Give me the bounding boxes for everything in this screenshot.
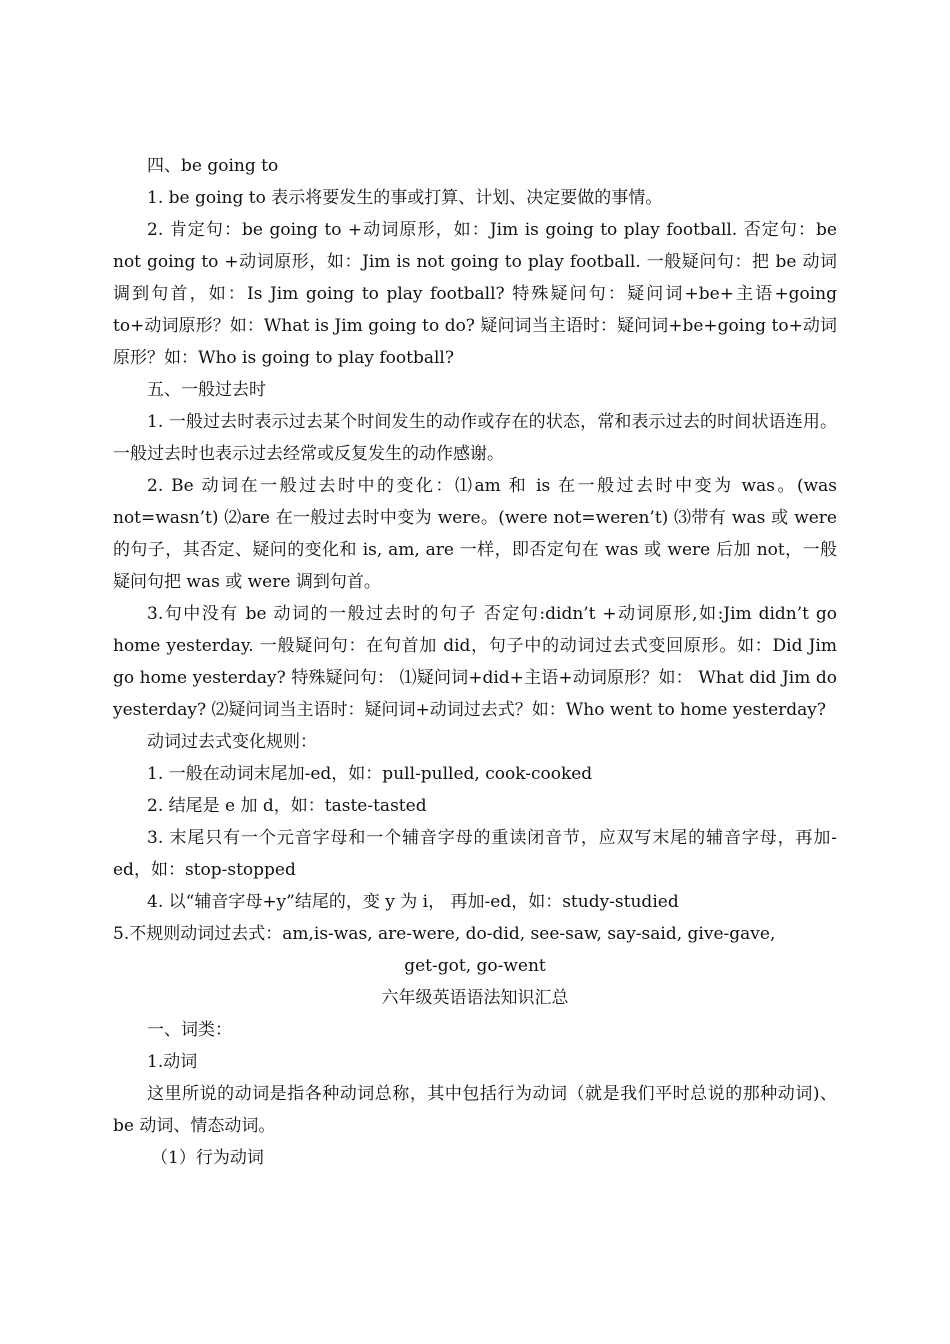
rule-item-continued: get-got, go-went: [404, 956, 546, 976]
subheading-verb: 1.动词: [147, 1052, 198, 1072]
paragraph: 1. 一般过去时表示过去某个时间发生的动作或存在的状态，常和表示过去的时间状语连用。一般过去时也表示过去经常或反复发生的动作感谢。: [113, 412, 837, 464]
rule-item: 5.不规则动词过去式：am,is-was, are-were, do-did, see-saw, say-said, give-gave,: [113, 924, 776, 944]
paragraph: 2. Be 动词在一般过去时中的变化：⑴am 和 is 在一般过去时中变为 was。(was not=wasn’t) ⑵are 在一般过去时中变为 were。(were not=weren’t) ⑶带有 was 或 were 的句子，其否定、疑问的变化和 is, am, are 一样，即否定句在 was 或 were 后加 not，一般疑问句把 was 或 were 调到句首。: [113, 476, 837, 592]
section-heading-be-going-to: 四、be going to: [147, 156, 279, 176]
paragraph: 这里所说的动词是指各种动词总称，其中包括行为动词（就是我们平时总说的那种动词)、be 动词、情态动词。: [113, 1084, 837, 1136]
rule-item: 1. 一般在动词末尾加-ed，如：pull-pulled, cook-cooked: [147, 764, 593, 784]
rule-item: 4. 以“辅音字母+y”结尾的，变 y 为 i， 再加-ed，如：study-studied: [147, 892, 679, 912]
part-heading: 一、词类：: [147, 1020, 232, 1040]
paragraph: 1. be going to 表示将要发生的事或打算、计划、决定要做的事情。: [147, 188, 663, 208]
rule-item: 2. 结尾是 e 加 d，如：taste-tasted: [147, 796, 427, 816]
paragraph: 2. 肯定句：be going to +动词原形，如：Jim is going to play football. 否定句：be not going to +动词原形，如：Jim is not going to play football. 一般疑问句：把 be 动词调到句首，如：Is Jim going to play football? 特殊疑问句：疑问词+be+主语+going to+动词原形？如：What is Jim going to do? 疑问词当主语时：疑问词+be+going to+动词原形？如：Who is going to play football?: [113, 220, 837, 368]
rule-item: 3. 末尾只有一个元音字母和一个辅音字母的重读闭音节，应双写末尾的辅音字母，再加-ed，如：stop-stopped: [113, 828, 837, 880]
rules-heading: 动词过去式变化规则：: [147, 732, 317, 752]
section-heading-past-tense: 五、一般过去时: [147, 380, 266, 400]
subheading-action-verb: （1）行为动词: [151, 1148, 264, 1168]
paragraph: 3.句中没有 be 动词的一般过去时的句子 否定句:didn’t +动词原形,如:Jim didn’t go home yesterday. 一般疑问句：在句首加 did，句子中的动词过去式变回原形。如：Did Jim go home yesterday? 特殊疑问句： ⑴疑问词+did+主语+动词原形？如： What did Jim do yesterday? ⑵疑问词当主语时：疑问词+动词过去式？如：Who went to home yesterday?: [113, 604, 837, 720]
document-body: [113, 150, 837, 1174]
document-title: 六年级英语语法知识汇总: [381, 988, 569, 1008]
